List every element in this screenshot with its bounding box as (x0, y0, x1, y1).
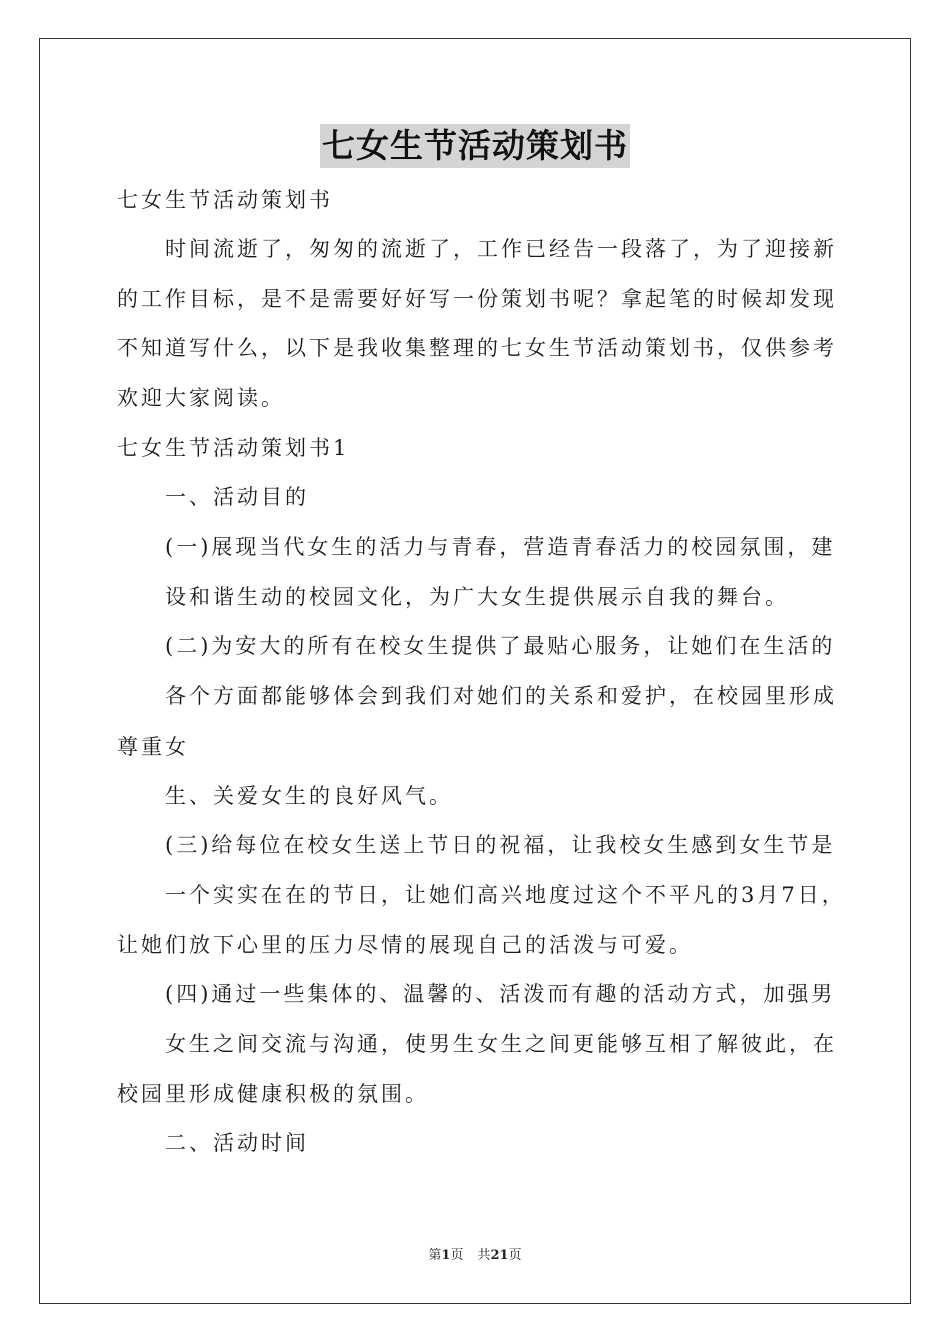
body-line: (二)为安大的所有在校女生提供了最贴心服务，让她们在生活的 (165, 634, 836, 658)
footer-total-prefix: 共 (477, 1248, 491, 1263)
footer-page-unit: 页 (450, 1248, 464, 1263)
body-line: 各个方面都能够体会到我们对她们的关系和爱护，在校园里形成 (165, 684, 837, 708)
body-line: 欢迎大家阅读。 (117, 386, 285, 410)
page-footer (0, 1247, 950, 1265)
body-line: 女生之间交流与沟通，使男生女生之间更能够互相了解彼此，在 (165, 1032, 837, 1056)
body-line: 一个实实在在的节日，让她们高兴地度过这个不平凡的3月7日， (165, 883, 846, 907)
section-heading: 一、活动目的 (165, 485, 309, 509)
document-title: 七女生节活动策划书 (320, 124, 630, 168)
section-heading: 二、活动时间 (165, 1131, 309, 1155)
page-border (39, 38, 911, 1304)
body-line: (四)通过一些集体的、温馨的、活泼而有趣的活动方式，加强男 (165, 982, 836, 1006)
body-line: 的工作目标，是不是需要好好写一份策划书呢？拿起笔的时候却发现 (117, 287, 837, 311)
body-line: 七女生节活动策划书 (117, 188, 333, 212)
title-container (0, 124, 950, 168)
footer-page-current: 1 (441, 1248, 451, 1263)
section-heading: 七女生节活动策划书1 (117, 436, 350, 460)
footer-total-unit: 页 (508, 1248, 522, 1263)
footer-page-prefix: 第 (428, 1248, 442, 1263)
body-line: 设和谐生动的校园文化，为广大女生提供展示自我的舞台。 (165, 585, 789, 609)
body-line: 尊重女 (117, 735, 189, 759)
body-line: 不知道写什么，以下是我收集整理的七女生节活动策划书，仅供参考 (117, 336, 837, 360)
body-line: (一)展现当代女生的活力与青春，营造青春活力的校园氛围，建 (165, 535, 836, 559)
body-line: (三)给每位在校女生送上节日的祝福，让我校女生感到女生节是 (165, 833, 836, 857)
body-line: 校园里形成健康积极的氛围。 (117, 1082, 429, 1106)
body-line: 让她们放下心里的压力尽情的展现自己的活泼与可爱。 (117, 933, 693, 957)
body-line: 时间流逝了，匆匆的流逝了，工作已经告一段落了，为了迎接新 (165, 237, 837, 261)
footer-page-total: 21 (490, 1248, 509, 1263)
body-line: 生、关爱女生的良好风气。 (165, 784, 453, 808)
